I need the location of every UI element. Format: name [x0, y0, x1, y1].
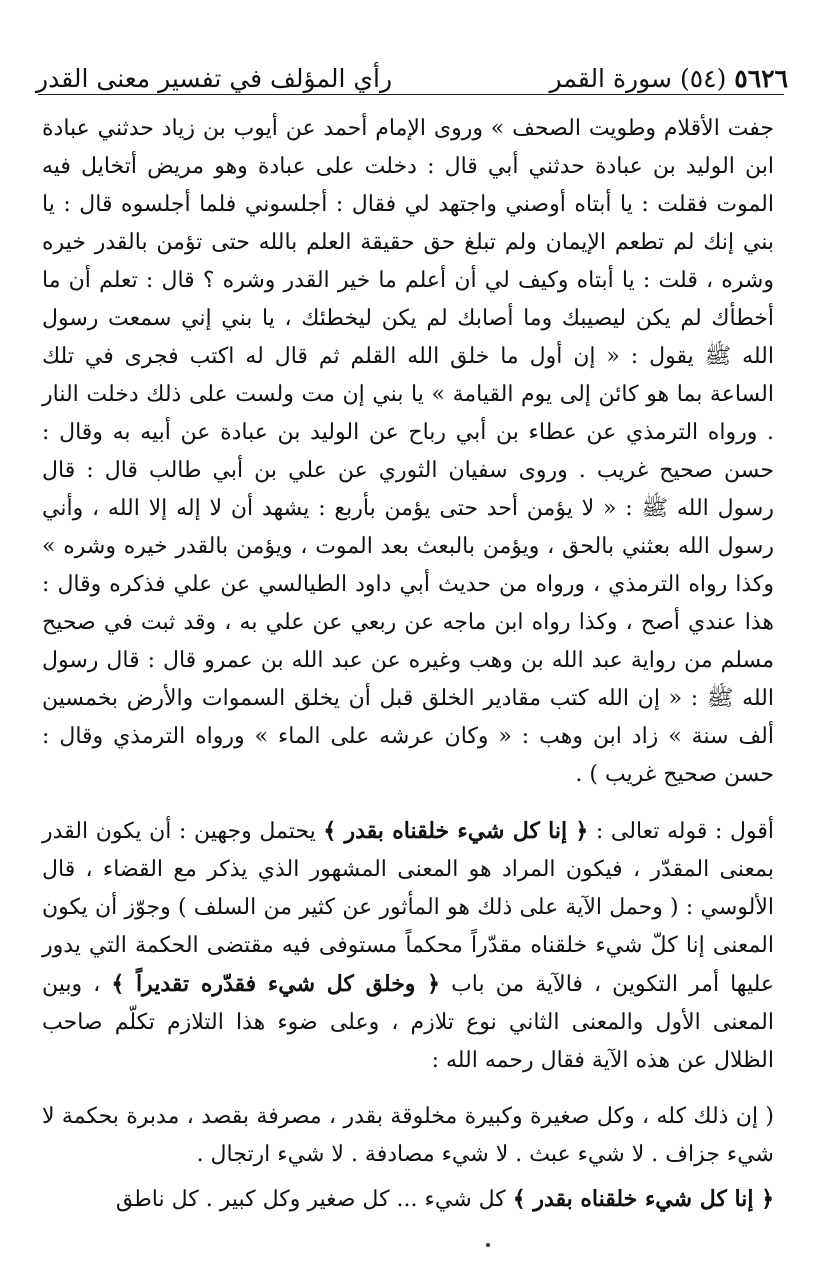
header-left-group [550, 65, 788, 93]
header-rule [38, 94, 784, 95]
paragraph-continuation [42, 1180, 774, 1219]
surah-name: سورة القمر [549, 63, 672, 93]
page-mark-dot [486, 1243, 490, 1247]
surah-number: (٥٤) [679, 63, 727, 93]
page-header [36, 38, 788, 92]
paragraph-text: كل شيء ... كل صغير وكل كبير . كل ناطق [115, 1187, 506, 1212]
page-number: ٥٦٢٦ [734, 63, 788, 93]
paragraph-zilal-quote: ( إن ذلك كله ، وكل صغيرة وكبيرة مخلوقة بقدر ، مصرفة بقصد ، مدبرة بحكمة لا شيء جزاف . لا شيء عبث . لا شيء مصادفة . لا شيء ارتجال . [42, 1104, 774, 1167]
paragraph-text: يحتمل وجهين : أن يكون القدر بمعنى المقدّر ، فيكون المراد هو المعنى المشهور الذي يذكر مع القضاء ، قال الألوسي : ( وحمل الآية على ذلك هو المأثور عن كثير من السلف ) وجوّز أن يكون المعنى إنا كلّ شيء خلقناه مقدّراً محكماً مستوفى فيه مقتضى الحكمة التي يدور عليها أمر التكوين ، فالآية من باب [42, 819, 774, 997]
paragraph-author-opinion [42, 812, 774, 1080]
quran-verse: ﴿ إنا كل شيء خلقناه بقدر ﴾ [323, 818, 589, 844]
page-body [42, 110, 774, 1219]
paragraph-hadith: جفت الأقلام وطويت الصحف » وروى الإمام أحمد عن أيوب بن زياد حدثني عبادة ابن الوليد بن عبادة حدثني أبي قال : دخلت على عبادة وهو مريض أتخايل فيه الموت فقلت : يا أبتاه أوصني واجتهد لي فقال : أجلسوني فلما أجلسوه قال : يا بني إنك لم تطعم الإيمان ولم تبلغ حق حقيقة العلم بالله حتى تؤمن بالقدر خيره وشره ، قلت : يا أبتاه وكيف لي أن أعلم ما خير القدر وشره ؟ قال : تعلم أن ما أخطأك لم يكن ليصيبك وما أصابك لم يكن ليخطئك ، يا بني إني سمعت رسول الله ﷺ يقول : « إن أول ما خلق الله القلم ثم قال له اكتب فجرى في تلك الساعة بما هو كائن إلى يوم القيامة » يا بني إن مت ولست على ذلك دخلت النار . ورواه الترمذي عن عطاء بن أبي رباح عن الوليد بن عبادة عن أبيه به وقال : حسن صحيح غريب . وروى سفيان الثوري عن علي بن أبي طالب قال : قال رسول الله ﷺ : « لا يؤمن أحد حتى يؤمن بأربع : يشهد أن لا إله إلا الله ، وأني رسول الله بعثني بالحق ، ويؤمن بالبعث بعد الموت ، ويؤمن بالقدر خيره وشره » وكذا رواه الترمذي ، ورواه من حديث أبي داود الطيالسي عن علي فذكره وقال : هذا عندي أصح ، وكذا رواه ابن ماجه عن ربعي عن علي به ، وقد ثبت في صحيح مسلم من رواية عبد الله بن وهب وغيره عن عبد الله بن عمرو قال : قال رسول الله ﷺ : « إن الله كتب مقادير الخلق قبل أن يخلق السموات والأرض بخمسين ألف سنة » زاد ابن وهب : « وكان عرشه على الماء » ورواه الترمذي وقال : حسن صحيح غريب ) . [42, 116, 774, 787]
quran-verse: ﴿ إنا كل شيء خلقناه بقدر ﴾ [512, 1186, 774, 1212]
paragraph-text: ، وبين المعنى الأول والمعنى الثاني نوع تلازم ، وعلى ضوء هذا التلازم تكلّم صاحب الظلال عن هذه الآية فقال رحمه الله : [42, 972, 774, 1073]
paragraph-text: أقول : قوله تعالى : [595, 819, 774, 844]
quran-verse: ﴿ وخلق كل شيء فقدّره تقديراً ﴾ [111, 971, 441, 997]
running-title: رأي المؤلف في تفسير معنى القدر [36, 63, 393, 93]
